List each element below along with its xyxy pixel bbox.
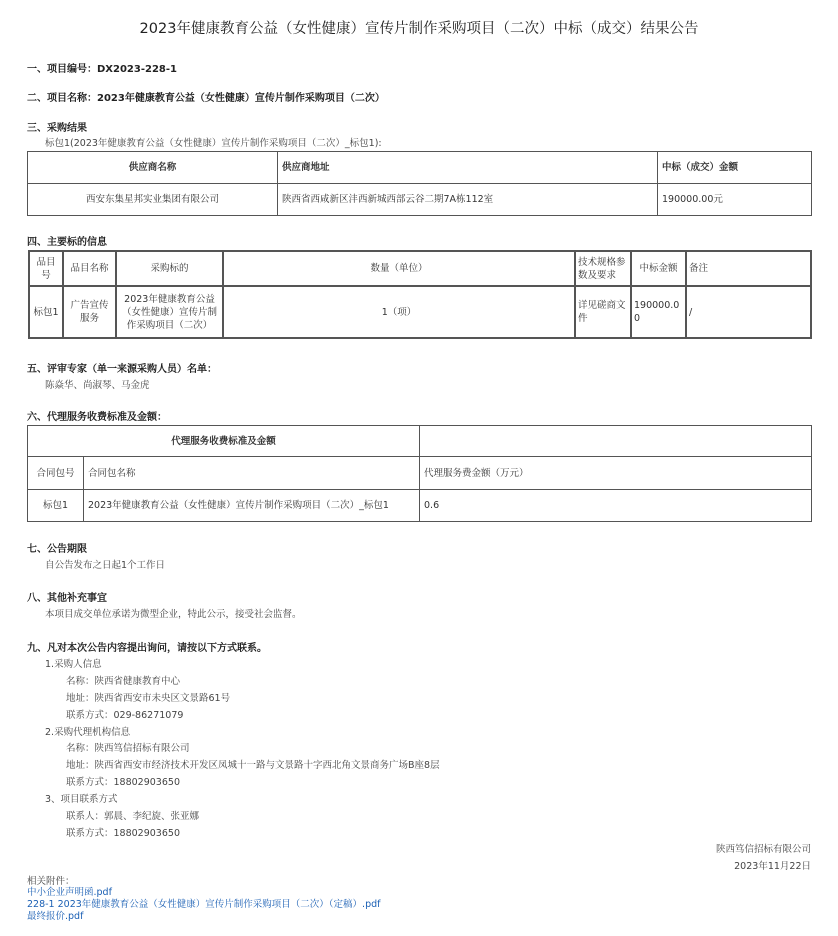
- tech-spec: 详见磋商文件: [575, 286, 631, 338]
- purchaser-address: 地址：陕西省西安市未央区文景路61号: [66, 693, 231, 704]
- attachment-link[interactable]: 中小企业声明函.pdf: [27, 887, 112, 898]
- fee-table-title: 代理服务收费标准及金额: [28, 426, 420, 457]
- package-line: 标包1(2023年健康教育公益（女性健康）宣传片制作采购项目（二次）_标包1):: [45, 138, 382, 149]
- project-contact-persons: 联系人：郭晨、李纪旋、张亚娜: [66, 811, 200, 822]
- table-header-row: [29, 251, 811, 286]
- purchaser-name: 名称：陕西省健康教育中心: [66, 676, 181, 687]
- remarks: /: [686, 286, 811, 338]
- contract-number: 标包1: [28, 490, 84, 522]
- header-tech-spec: 技术规格参数及要求: [575, 251, 631, 286]
- notice-period: 自公告发布之日起1个工作日: [45, 560, 166, 571]
- table-row: [28, 184, 812, 216]
- fee-amount: 0.6: [420, 490, 812, 522]
- contract-name: 2023年健康教育公益（女性健康）宣传片制作采购项目（二次）_标包1: [84, 490, 420, 522]
- award-amount: 190000.00元: [658, 184, 812, 216]
- header-procurement-target: 采购标的: [116, 251, 223, 286]
- project-contact-heading: 3、项目联系方式: [45, 794, 118, 805]
- header-supplier-address: 供应商地址: [278, 152, 658, 184]
- supplier-address: 陕西省西咸新区沣西新城西部云谷二期7A栋112室: [278, 184, 658, 216]
- expert-names: 陈焱华、尚淑琴、马金虎: [45, 380, 150, 391]
- header-remarks: 备注: [686, 251, 811, 286]
- agency-info-heading: 2.采购代理机构信息: [45, 727, 131, 738]
- header-award-amount: 中标金额: [631, 251, 686, 286]
- table-header-row: [28, 152, 812, 184]
- header-item-name: 品目名称: [63, 251, 116, 286]
- section-9-heading: 九、凡对本次公告内容提出询问，请按以下方式联系。: [27, 643, 267, 654]
- procurement-result-table: [27, 151, 812, 216]
- table-row: [29, 286, 811, 338]
- item-number: 标包1: [29, 286, 63, 338]
- project-name: 二、项目名称：2023年健康教育公益（女性健康）宣传片制作采购项目（二次）: [27, 93, 385, 104]
- header-supplier-name: 供应商名称: [28, 152, 278, 184]
- table-header-row: [28, 457, 812, 490]
- header-fee-amount: 代理服务费金额（万元）: [420, 457, 812, 490]
- supplementary-text: 本项目成交单位承诺为微型企业，特此公示，接受社会监督。: [45, 609, 302, 620]
- project-number: 一、项目编号：DX2023-228-1: [27, 64, 177, 75]
- attachments-label: 相关附件：: [27, 876, 75, 887]
- agency-phone: 联系方式：18802903650: [66, 777, 180, 788]
- header-contract-name: 合同包名称: [84, 457, 420, 490]
- attachment-link[interactable]: 228-1 2023年健康教育公益（女性健康）宣传片制作采购项目（二次）（定稿）.pdf: [27, 899, 381, 910]
- header-contract-number: 合同包号: [28, 457, 84, 490]
- agency-name: 名称：陕西笃信招标有限公司: [66, 743, 190, 754]
- section-3-heading: 三、采购结果: [27, 123, 87, 134]
- main-items-table: [28, 250, 812, 339]
- page-title: 2023年健康教育公益（女性健康）宣传片制作采购项目（二次）中标（成交）结果公告: [139, 21, 699, 37]
- header-quantity: 数量（单位）: [223, 251, 575, 286]
- agency-address: 地址：陕西省西安市经济技术开发区凤城十一路与文景路十字西北角文景商务广场B座8层: [66, 760, 440, 771]
- signature-date: 2023年11月22日: [734, 861, 811, 872]
- table-row: [28, 490, 812, 522]
- attachment-link[interactable]: 最终报价.pdf: [27, 911, 84, 922]
- section-4-heading: 四、主要标的信息: [27, 237, 107, 248]
- agency-fee-table: [27, 425, 812, 522]
- header-award-amount: 中标（成交）金额: [658, 152, 812, 184]
- supplier-name: 西安东集星邦实业集团有限公司: [28, 184, 278, 216]
- award-amount: 190000.00: [631, 286, 686, 338]
- purchaser-info-heading: 1.采购人信息: [45, 659, 102, 670]
- quantity: 1（项）: [223, 286, 575, 338]
- signature-org: 陕西笃信招标有限公司: [715, 844, 811, 855]
- header-item-number: 品目号: [29, 251, 63, 286]
- project-contact-phone: 联系方式：18802903650: [66, 828, 180, 839]
- section-8-heading: 八、其他补充事宜: [27, 593, 107, 604]
- section-6-heading: 六、代理服务收费标准及金额：: [27, 412, 167, 423]
- item-name: 广告宣传服务: [63, 286, 116, 338]
- empty-cell: [420, 426, 812, 457]
- procurement-target: 2023年健康教育公益（女性健康）宣传片制作采购项目（二次）: [116, 286, 223, 338]
- table-title-row: [28, 426, 812, 457]
- purchaser-phone: 联系方式：029-86271079: [66, 710, 184, 721]
- section-5-heading: 五、评审专家（单一来源采购人员）名单：: [27, 364, 217, 375]
- section-7-heading: 七、公告期限: [27, 544, 87, 555]
